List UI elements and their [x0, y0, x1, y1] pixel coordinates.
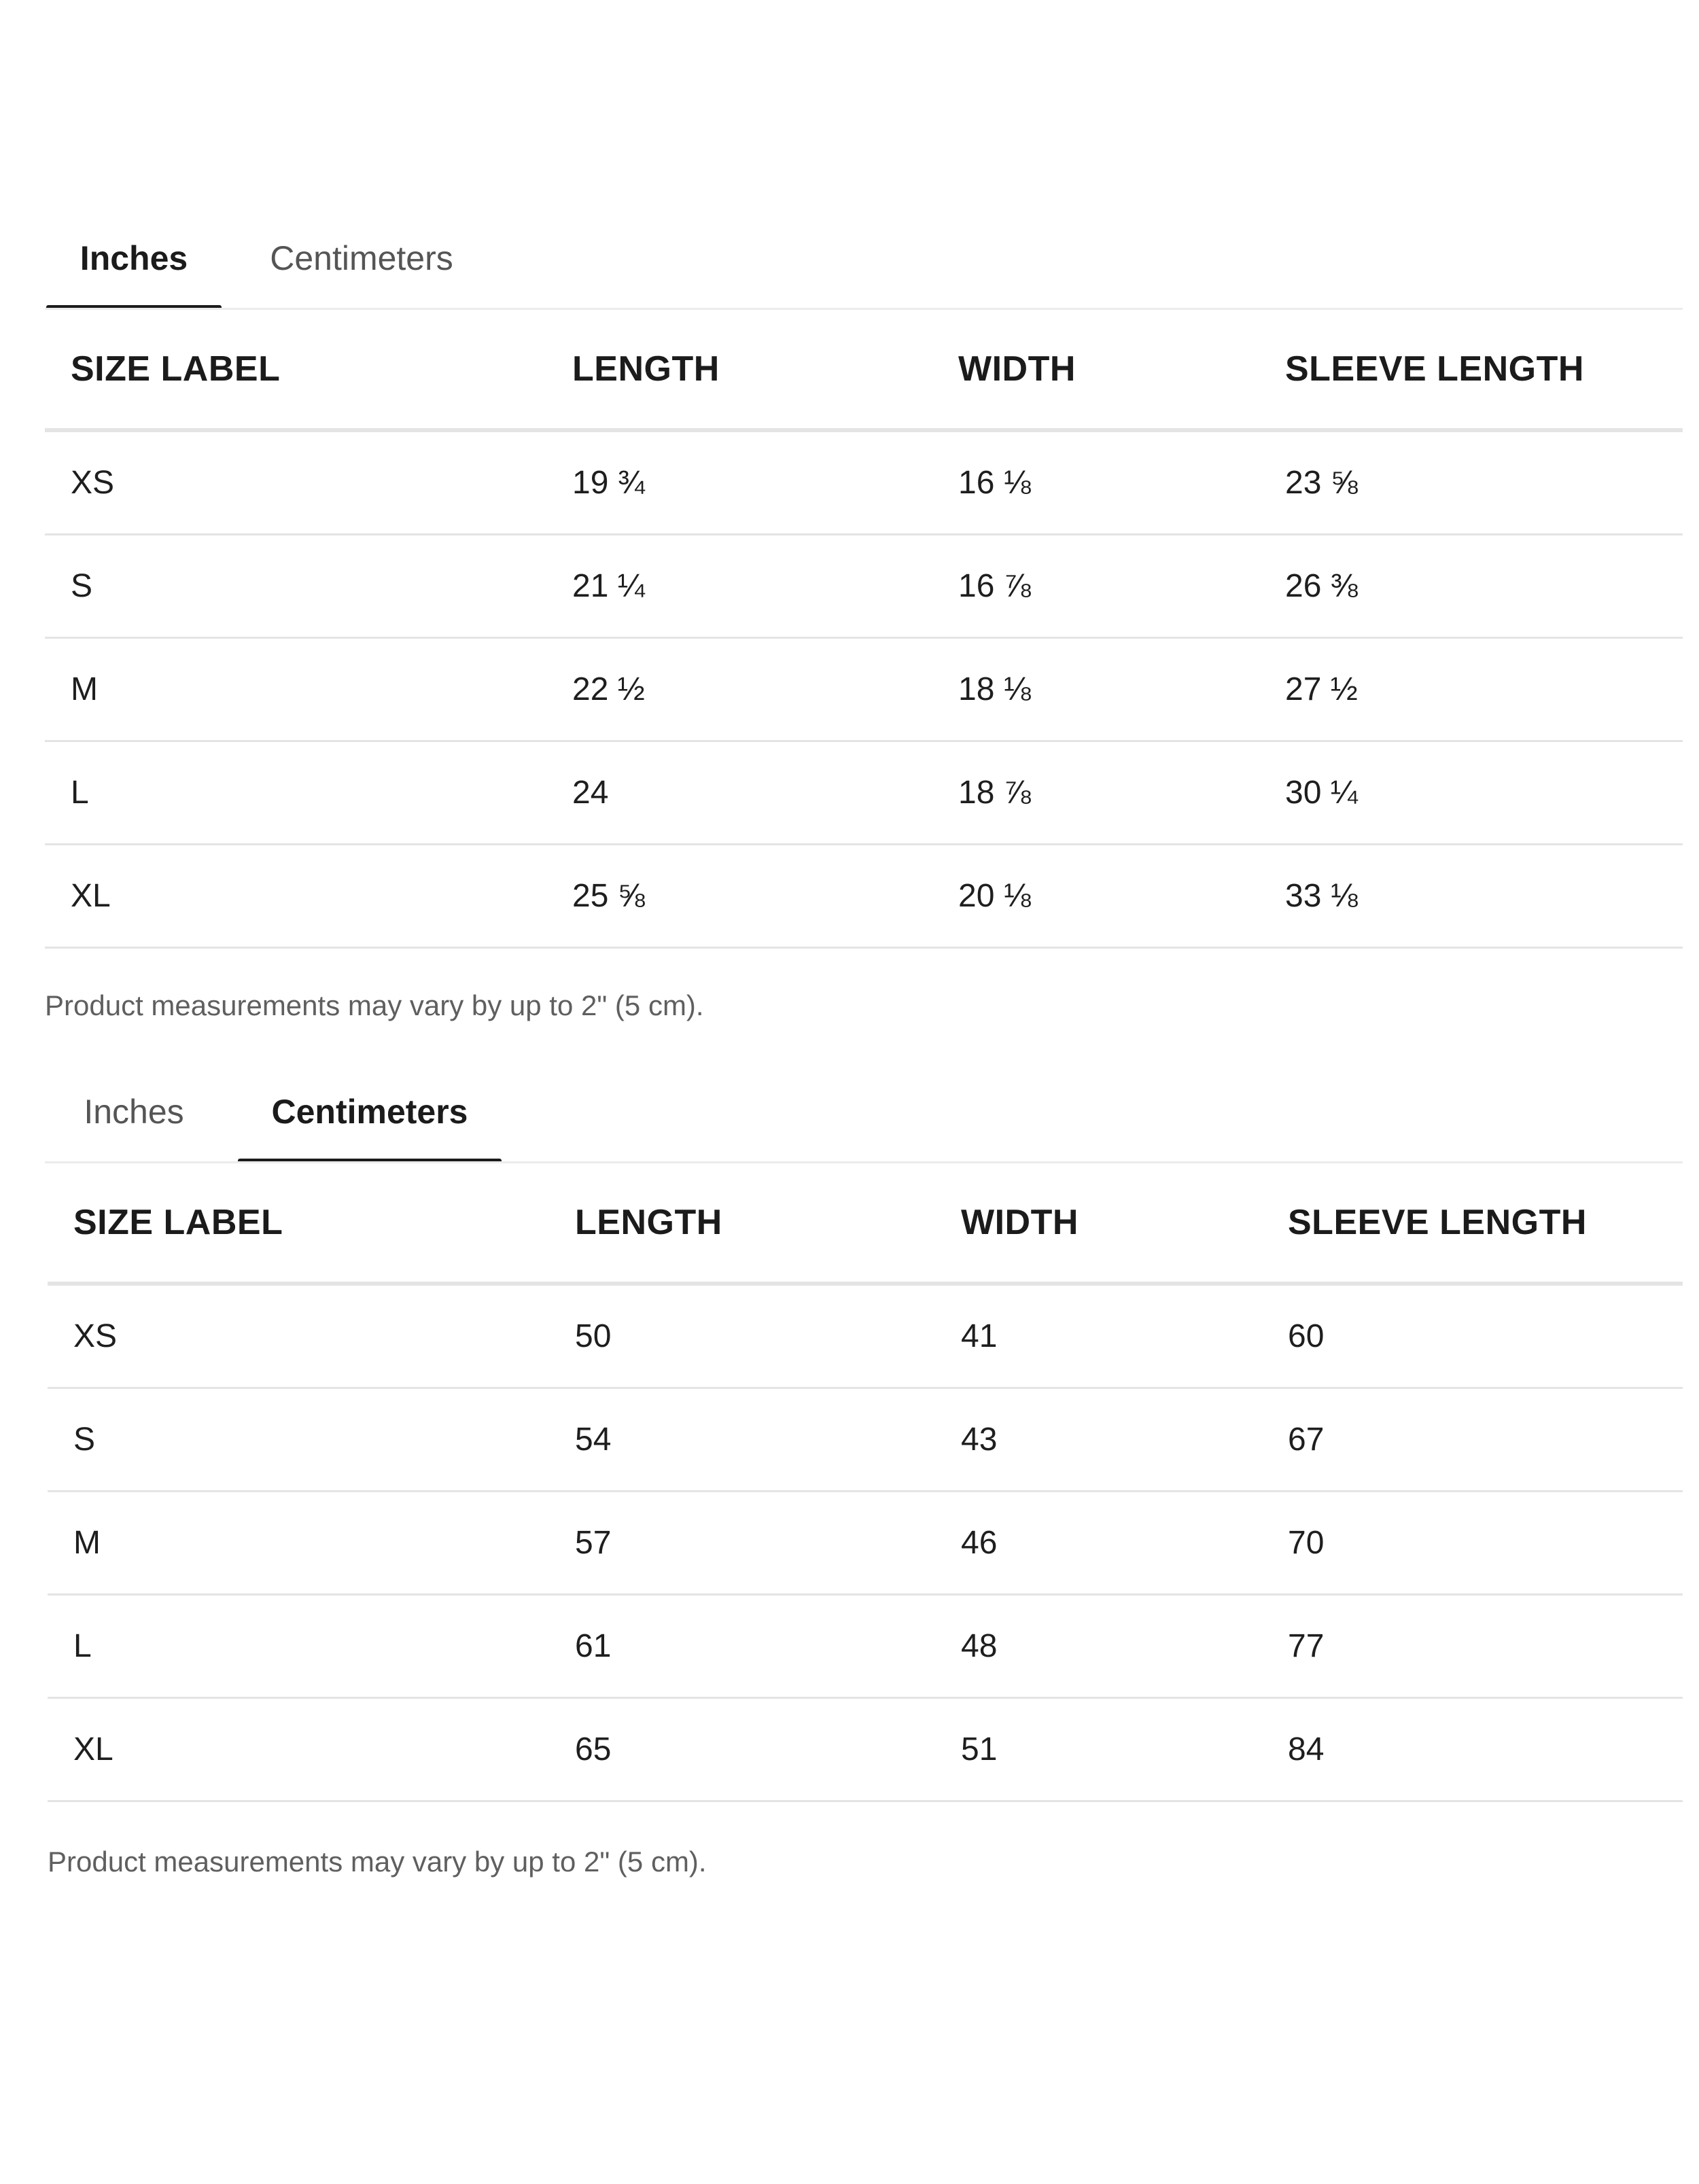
sleeve-length-cell: 27 ½ — [1285, 671, 1358, 707]
tab-label: Centimeters — [270, 239, 453, 277]
sleeve-length-cell: 77 — [1288, 1628, 1325, 1664]
length-cell: 21 ¼ — [572, 568, 645, 604]
sleeve-length-cell: 84 — [1288, 1731, 1325, 1767]
table-row — [48, 1286, 1683, 1389]
width-cell: 46 — [961, 1525, 998, 1561]
column-header-length: LENGTH — [575, 1203, 722, 1242]
column-header-length: LENGTH — [572, 349, 720, 389]
sleeve-length-cell: 70 — [1288, 1525, 1325, 1561]
column-header-size-label: SIZE LABEL — [73, 1203, 283, 1242]
table-row — [48, 1492, 1683, 1596]
length-cell: 19 ¾ — [572, 465, 645, 501]
column-header-sleeve-length: SLEEVE LENGTH — [1285, 349, 1584, 389]
table-row — [45, 742, 1683, 845]
tab-label: Inches — [84, 1093, 184, 1131]
sleeve-length-cell: 30 ¼ — [1285, 775, 1358, 811]
tab-centimeters[interactable] — [245, 207, 478, 310]
width-cell: 16 ⅞ — [958, 568, 1031, 604]
table-row — [48, 1389, 1683, 1492]
size-cell: XL — [71, 878, 111, 914]
length-cell: 57 — [575, 1525, 612, 1561]
sleeve-length-cell: 26 ⅜ — [1285, 568, 1358, 604]
width-cell: 18 ⅛ — [958, 671, 1031, 707]
size-cell: XS — [73, 1318, 118, 1354]
sleeve-length-cell: 67 — [1288, 1422, 1325, 1458]
tab-inches[interactable] — [46, 207, 222, 310]
width-cell: 16 ⅛ — [958, 465, 1031, 501]
width-cell: 51 — [961, 1731, 998, 1767]
length-cell: 50 — [575, 1318, 612, 1354]
sleeve-length-cell: 23 ⅝ — [1285, 465, 1358, 501]
unit-tabs — [0, 207, 1699, 310]
tab-label: Centimeters — [271, 1093, 468, 1131]
unit-tabs — [0, 1060, 1699, 1163]
length-cell: 22 ½ — [572, 671, 645, 707]
length-cell: 61 — [575, 1628, 612, 1664]
sleeve-length-cell: 60 — [1288, 1318, 1325, 1354]
table-row — [48, 1596, 1683, 1699]
column-header-width: WIDTH — [961, 1203, 1079, 1242]
size-cell: M — [73, 1525, 101, 1561]
width-cell: 48 — [961, 1628, 998, 1664]
size-cell: L — [73, 1628, 92, 1664]
size-cell: M — [71, 671, 98, 707]
width-cell: 20 ⅛ — [958, 878, 1031, 914]
column-header-size-label: SIZE LABEL — [71, 349, 281, 389]
size-cell: L — [71, 775, 89, 811]
table-row — [48, 1699, 1683, 1802]
tab-label: Inches — [80, 239, 188, 277]
table-header-row — [45, 310, 1683, 432]
size-table — [45, 310, 1683, 949]
table-row — [45, 535, 1683, 639]
size-cell: S — [71, 568, 93, 604]
column-header-sleeve-length: SLEEVE LENGTH — [1288, 1203, 1587, 1242]
measurement-note: Product measurements may vary by up to 2" (5 cm). — [48, 1846, 707, 1878]
length-cell: 54 — [575, 1422, 612, 1458]
measurement-note: Product measurements may vary by up to 2" (5 cm). — [45, 989, 704, 1021]
length-cell: 24 — [572, 775, 609, 811]
size-cell: XS — [71, 465, 115, 501]
length-cell: 25 ⅝ — [572, 878, 645, 914]
table-row — [45, 432, 1683, 535]
width-cell: 43 — [961, 1422, 998, 1458]
table-row — [45, 639, 1683, 742]
table-header-row — [48, 1163, 1683, 1286]
table-row — [45, 845, 1683, 949]
width-cell: 41 — [961, 1318, 998, 1354]
size-cell: XL — [73, 1731, 113, 1767]
column-header-width: WIDTH — [958, 349, 1076, 389]
size-cell: S — [73, 1422, 96, 1458]
tab-centimeters[interactable] — [238, 1060, 502, 1163]
length-cell: 65 — [575, 1731, 612, 1767]
width-cell: 18 ⅞ — [958, 775, 1031, 811]
size-table — [48, 1163, 1683, 1802]
sleeve-length-cell: 33 ⅛ — [1285, 878, 1358, 914]
tab-inches[interactable] — [46, 1060, 222, 1163]
